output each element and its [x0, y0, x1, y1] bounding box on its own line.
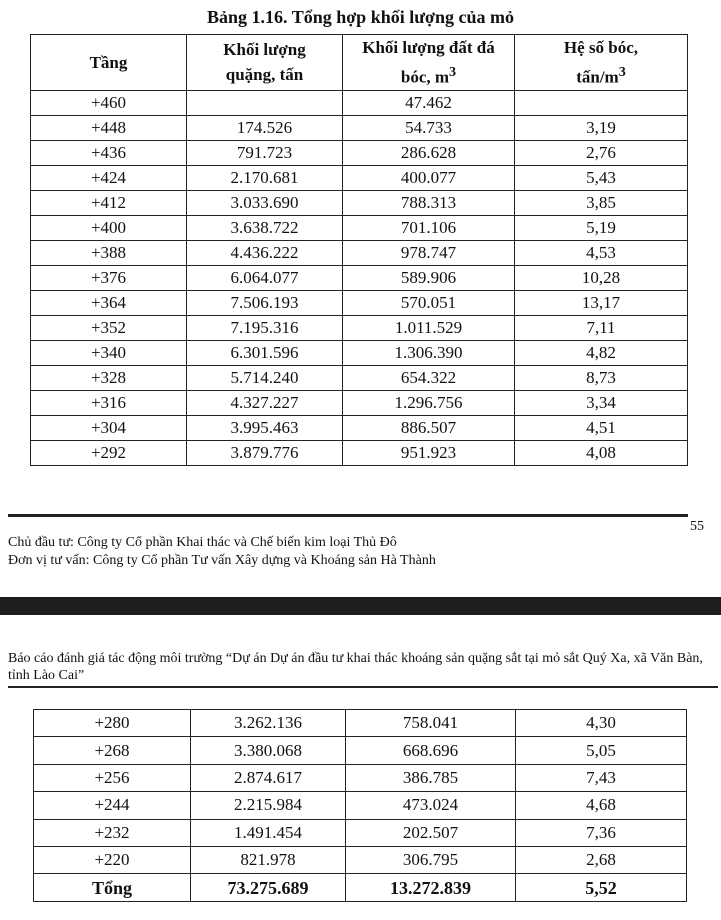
cell-ore-volume: 3.262.136	[191, 710, 346, 737]
cell-ore-volume: 3.995.463	[187, 415, 343, 440]
header-rule	[8, 686, 718, 688]
cell-stripping-ratio: 5,52	[516, 874, 687, 901]
cell-waste-volume: 1.011.529	[343, 315, 515, 340]
cell-waste-volume: 951.923	[343, 440, 515, 465]
cell-waste-volume: 1.306.390	[343, 340, 515, 365]
cell-tier: +256	[34, 764, 191, 791]
table-row	[34, 710, 687, 737]
cell-ore-volume: 2.170.681	[187, 165, 343, 190]
cell-ore-volume: 6.301.596	[187, 340, 343, 365]
cell-tier: +448	[31, 115, 187, 140]
cell-waste-volume: 400.077	[343, 165, 515, 190]
table-header-row	[31, 35, 688, 91]
cell-tier: +388	[31, 240, 187, 265]
table-row	[31, 315, 688, 340]
cell-waste-volume: 473.024	[346, 792, 516, 819]
table-row	[31, 340, 688, 365]
cell-waste-volume: 886.507	[343, 415, 515, 440]
table-row	[31, 440, 688, 465]
cell-stripping-ratio: 4,08	[515, 440, 688, 465]
table-body-page1	[31, 90, 688, 465]
page-number: 55	[690, 519, 704, 534]
cell-tier: +268	[34, 737, 191, 764]
table-row	[31, 140, 688, 165]
page-separator	[0, 597, 721, 615]
header-waste-volume: Khối lượng đất đá bóc, $m^3$	[343, 35, 515, 91]
cell-waste-volume: 668.696	[346, 737, 516, 764]
cell-stripping-ratio	[515, 90, 688, 115]
cell-ore-volume: 821.978	[191, 846, 346, 873]
cell-tier: +292	[31, 440, 187, 465]
cell-waste-volume: 701.106	[343, 215, 515, 240]
cell-stripping-ratio: 4,82	[515, 340, 688, 365]
cell-stripping-ratio: 7,36	[516, 819, 687, 846]
table-row	[34, 764, 687, 791]
table-row	[34, 819, 687, 846]
cell-waste-volume: 788.313	[343, 190, 515, 215]
cell-tier: +352	[31, 315, 187, 340]
header-ore-volume: Khối lượng quặng, tấn	[187, 35, 343, 91]
table-row	[31, 265, 688, 290]
cell-tier: +460	[31, 90, 187, 115]
cell-waste-volume: 654.322	[343, 365, 515, 390]
header-tier: Tầng	[31, 35, 187, 91]
cell-waste-volume: 47.462	[343, 90, 515, 115]
cell-stripping-ratio: 4,53	[515, 240, 688, 265]
cell-stripping-ratio: 3,85	[515, 190, 688, 215]
cell-stripping-ratio: 5,05	[516, 737, 687, 764]
cell-stripping-ratio: 3,34	[515, 390, 688, 415]
table-row	[31, 190, 688, 215]
table-row	[31, 390, 688, 415]
cell-tier: +280	[34, 710, 191, 737]
cell-ore-volume: 791.723	[187, 140, 343, 165]
table-row	[31, 90, 688, 115]
cell-tier: +376	[31, 265, 187, 290]
table-row	[34, 737, 687, 764]
cell-ore-volume: 3.879.776	[187, 440, 343, 465]
table-body-page2	[34, 710, 687, 902]
cell-tier: +364	[31, 290, 187, 315]
cell-ore-volume: 7.506.193	[187, 290, 343, 315]
cell-waste-volume: 13.272.839	[346, 874, 516, 901]
cell-tier: +328	[31, 365, 187, 390]
cell-waste-volume: 202.507	[346, 819, 516, 846]
cell-ore-volume: 1.491.454	[191, 819, 346, 846]
footer-rule	[8, 514, 688, 517]
cell-stripping-ratio: 10,28	[515, 265, 688, 290]
cell-stripping-ratio: 7,11	[515, 315, 688, 340]
cell-tier: +232	[34, 819, 191, 846]
cell-stripping-ratio: 2,68	[516, 846, 687, 873]
cell-ore-volume: 4.327.227	[187, 390, 343, 415]
cell-waste-volume: 978.747	[343, 240, 515, 265]
table-row	[31, 165, 688, 190]
cell-tier: +424	[31, 165, 187, 190]
cell-ore-volume: 7.195.316	[187, 315, 343, 340]
cell-tier: +244	[34, 792, 191, 819]
cell-ore-volume: 5.714.240	[187, 365, 343, 390]
table-row	[31, 115, 688, 140]
mine-volume-table-continued	[33, 709, 687, 902]
cell-stripping-ratio: 8,73	[515, 365, 688, 390]
mine-volume-table	[30, 34, 688, 466]
cell-ore-volume: 174.526	[187, 115, 343, 140]
cell-tier: +412	[31, 190, 187, 215]
cell-waste-volume: 1.296.756	[343, 390, 515, 415]
cell-stripping-ratio: 4,68	[516, 792, 687, 819]
table-row	[34, 846, 687, 873]
cell-ore-volume: 2.215.984	[191, 792, 346, 819]
cell-ore-volume: 6.064.077	[187, 265, 343, 290]
cell-stripping-ratio: 5,43	[515, 165, 688, 190]
cell-waste-volume: 54.733	[343, 115, 515, 140]
report-header-title: Báo cáo đánh giá tác động môi trường “Dự án Dự án đầu tư khai thác khoáng sản quặng sắt tại mỏ sắt Quý Xa, xã Văn Bàn, tỉnh Lào Cai”	[8, 651, 703, 683]
cell-ore-volume: 3.033.690	[187, 190, 343, 215]
cell-tier: +304	[31, 415, 187, 440]
footer-consultant: Đơn vị tư vấn: Công ty Cổ phần Tư vấn Xây dựng và Khoáng sản Hà Thành	[8, 553, 436, 568]
total-row	[34, 874, 687, 901]
cell-ore-volume: 2.874.617	[191, 764, 346, 791]
cell-stripping-ratio: 3,19	[515, 115, 688, 140]
cell-stripping-ratio: 5,19	[515, 215, 688, 240]
table-row	[34, 792, 687, 819]
cell-tier: +400	[31, 215, 187, 240]
cell-waste-volume: 286.628	[343, 140, 515, 165]
cell-tier: +436	[31, 140, 187, 165]
cell-ore-volume: 4.436.222	[187, 240, 343, 265]
cell-stripping-ratio: 4,51	[515, 415, 688, 440]
cell-ore-volume: 73.275.689	[191, 874, 346, 901]
cell-ore-volume: 3.380.068	[191, 737, 346, 764]
cell-stripping-ratio: 7,43	[516, 764, 687, 791]
cell-stripping-ratio: 4,30	[516, 710, 687, 737]
footer-investor: Chủ đầu tư: Công ty Cổ phần Khai thác và Chế biến kim loại Thủ Đô	[8, 535, 397, 550]
cell-waste-volume: 386.785	[346, 764, 516, 791]
cell-tier: Tổng	[34, 874, 191, 901]
table-row	[31, 215, 688, 240]
cell-ore-volume	[187, 90, 343, 115]
header-stripping-ratio: Hệ số bóc, tấn/$m^3$	[515, 35, 688, 91]
table-row	[31, 290, 688, 315]
table-row	[31, 365, 688, 390]
cell-tier: +340	[31, 340, 187, 365]
table-row	[31, 240, 688, 265]
cell-waste-volume: 306.795	[346, 846, 516, 873]
cell-ore-volume: 3.638.722	[187, 215, 343, 240]
cell-tier: +220	[34, 846, 191, 873]
table-row	[31, 415, 688, 440]
cell-waste-volume: 570.051	[343, 290, 515, 315]
cell-waste-volume: 589.906	[343, 265, 515, 290]
table-caption: Bảng 1.16. Tổng hợp khối lượng của mỏ	[207, 7, 514, 27]
cell-waste-volume: 758.041	[346, 710, 516, 737]
cell-tier: +316	[31, 390, 187, 415]
cell-stripping-ratio: 13,17	[515, 290, 688, 315]
cell-stripping-ratio: 2,76	[515, 140, 688, 165]
